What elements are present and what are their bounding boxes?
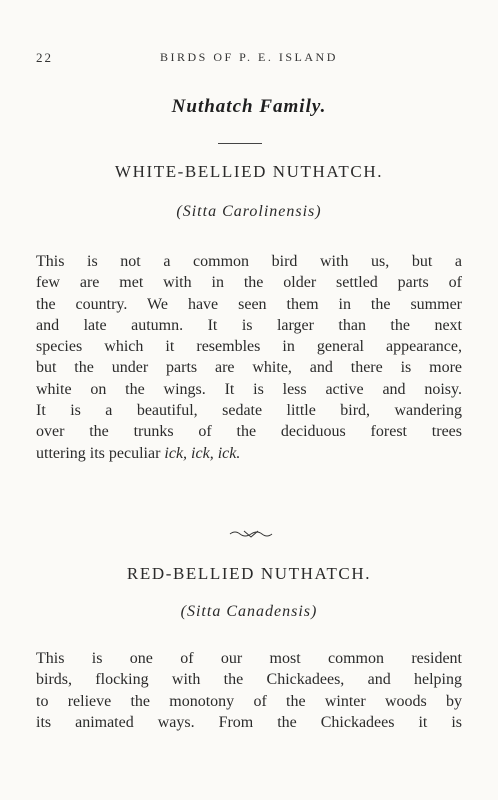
text-line: It is a beautiful, sedate little bird, wandering: [36, 402, 462, 420]
latin-name-red-bellied: (Sitta Canadensis): [180, 603, 318, 620]
text-line: white on the wings. It is less active and noisy.: [36, 380, 462, 398]
paragraph-red-bellied: [36, 648, 462, 733]
text-line: to relieve the monotony of the winter woods by: [36, 692, 462, 710]
text-line: but the under parts are white, and there is more: [36, 359, 462, 377]
text-line: the country. We have seen them in the summer: [36, 295, 462, 313]
page-number: 22: [36, 50, 53, 65]
text-line: its animated ways. From the Chickadees it is: [36, 713, 462, 731]
text-line: few are met with in the older settled parts of: [36, 274, 462, 292]
bird-call-text: ick, ick, ick.: [164, 444, 241, 462]
latin-name-white-bellied: (Sitta Carolinensis): [176, 203, 322, 220]
text-line: This is not a common bird with us, but a: [36, 253, 462, 270]
text-line: and late autumn. It is larger than the next: [36, 316, 462, 334]
paragraph-white-bellied: [36, 251, 462, 464]
text-line-last: [36, 443, 462, 464]
family-title: Nuthatch Family.: [171, 96, 327, 117]
species-heading-red-bellied: RED-BELLIED NUTHATCH.: [126, 564, 372, 583]
text-line: species which it resembles in general appearance,: [36, 338, 462, 356]
text-line: birds, flocking with the Chickadees, and helping: [36, 671, 462, 689]
section-divider-ornament: [229, 528, 273, 540]
text-line: This is one of our most common resident: [36, 650, 462, 667]
species-heading-white-bellied: WHITE-BELLIED NUTHATCH.: [114, 162, 384, 181]
text-line-prefix: uttering its peculiar: [36, 444, 161, 462]
title-rule: [218, 143, 262, 144]
text-line: over the trunks of the deciduous forest trees: [36, 423, 462, 441]
running-title: BIRDS OF P. E. ISLAND: [160, 50, 338, 64]
